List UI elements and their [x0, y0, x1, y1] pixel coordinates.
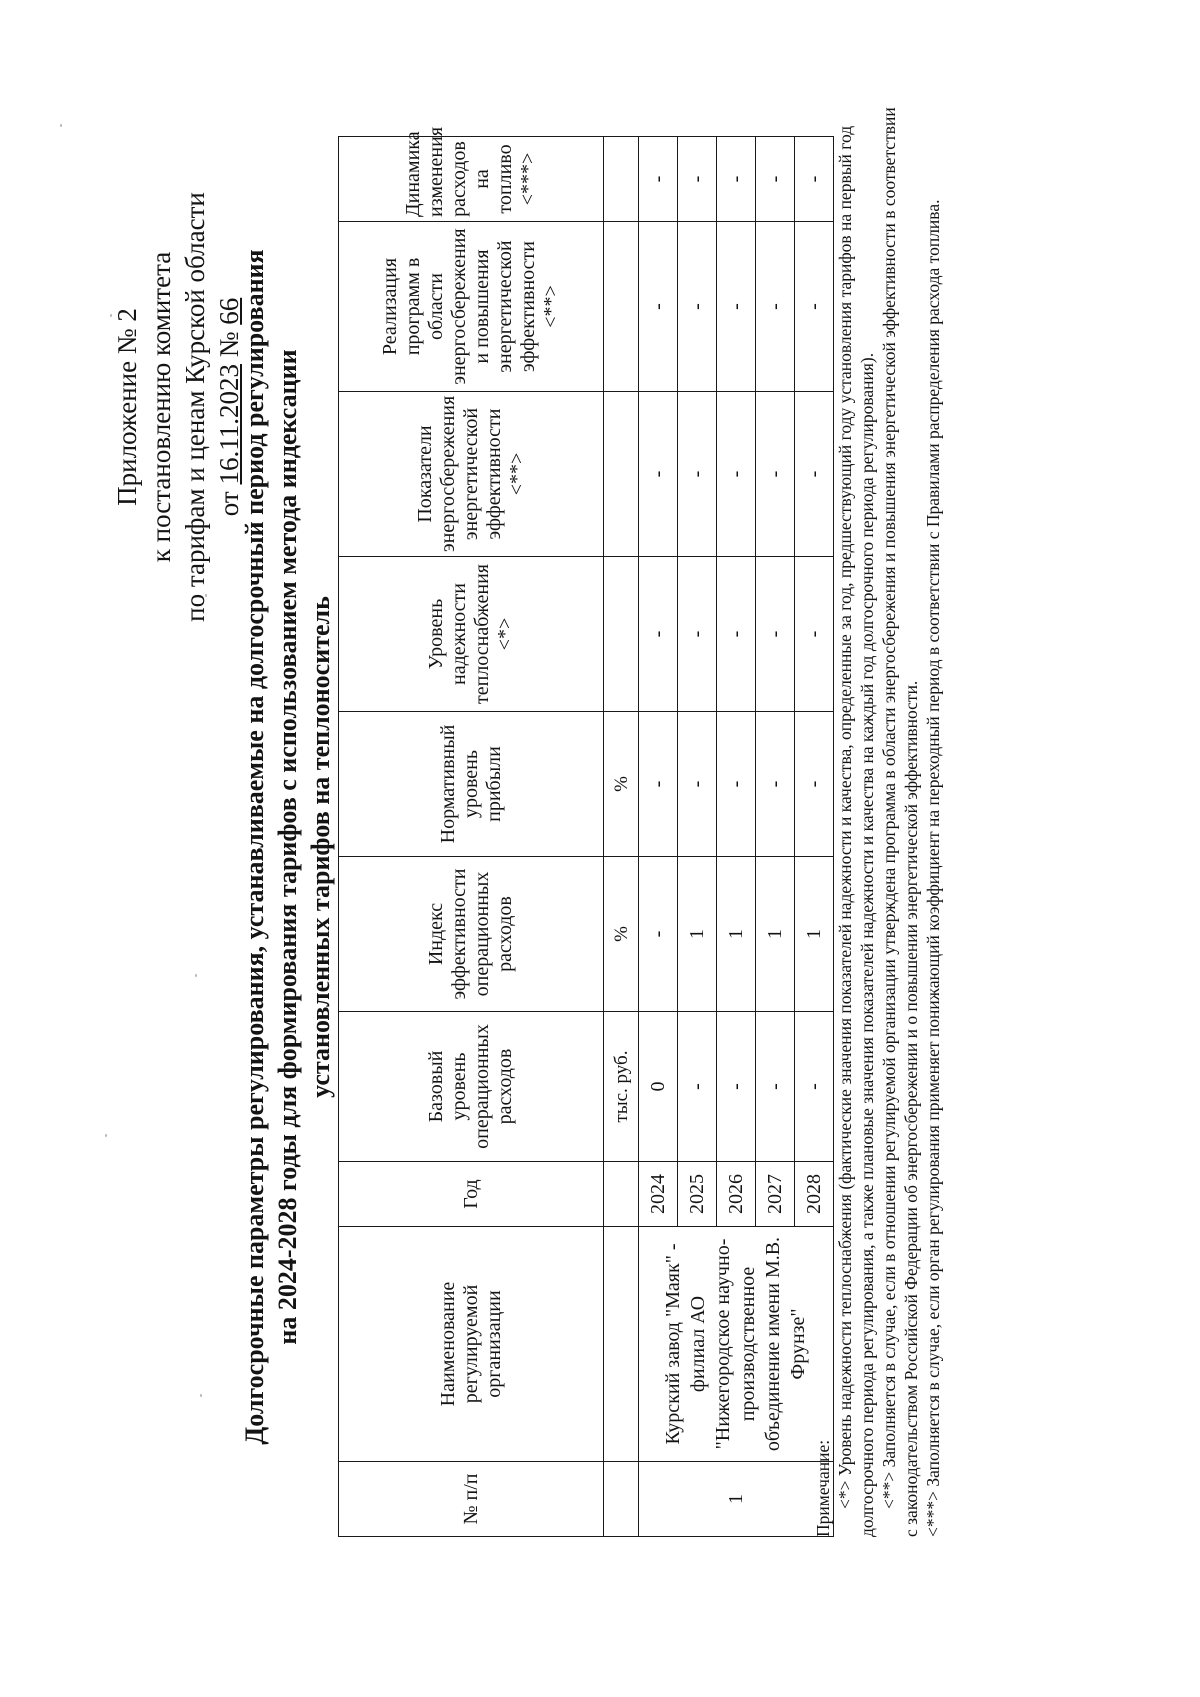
base-opex-cell: -: [678, 1012, 717, 1162]
scan-speck: [60, 124, 62, 127]
decree-number: 66: [214, 297, 244, 325]
energy-programs-cell: -: [678, 222, 717, 392]
reliability-cell: -: [795, 557, 834, 712]
appendix-decree-line: к постановлению комитета: [146, 251, 176, 563]
base-opex-cell: -: [717, 1012, 756, 1162]
profit-level-cell: -: [756, 712, 795, 857]
col-header-year: Год: [339, 1162, 604, 1227]
energy-indicators-cell: -: [639, 392, 678, 557]
col-header-profit-level: Нормативный уровень прибыли: [339, 712, 604, 857]
date-prefix: от: [214, 484, 244, 517]
units-cell-profit: %: [604, 712, 639, 857]
efficiency-index-cell: 1: [678, 857, 717, 1012]
efficiency-index-cell: 1: [795, 857, 834, 1012]
energy-programs-cell: -: [717, 222, 756, 392]
col-header-reliability: Уровень надежности теплоснабжения <*>: [339, 557, 604, 712]
energy-indicators-cell: -: [756, 392, 795, 557]
note-energy-saving: <**> Заполняется в случае, если в отношении регулируемой организации утверждена программа в области энергосбережения и повышения энергетической эффективности в соответствии с законодательством Российской Федерации об энергосбережении и о повышении энергетической эффективности.: [879, 107, 921, 1537]
profit-level-cell: -: [639, 712, 678, 857]
units-cell-empty: [604, 1462, 639, 1537]
units-cell-empty: [604, 392, 639, 557]
energy-programs-cell: -: [756, 222, 795, 392]
col-header-organization: Наименование регулируемой организации: [339, 1227, 604, 1462]
reliability-cell: -: [756, 557, 795, 712]
fuel-dynamics-cell: -: [795, 137, 834, 222]
title-line-1: Долгосрочные параметры регулирования, устанавливаемые на долгосрочный период регулирования: [240, 249, 269, 1445]
profit-level-cell: -: [717, 712, 756, 857]
table-header-row: [339, 137, 604, 1537]
units-cell-empty: [604, 557, 639, 712]
fuel-dynamics-cell: -: [639, 137, 678, 222]
row-number-cell: 1: [639, 1462, 834, 1537]
year-cell: 2026: [717, 1162, 756, 1227]
col-header-efficiency-index: Индекс эффективности операционных расходов: [339, 857, 604, 1012]
scan-speck: [195, 974, 197, 977]
efficiency-index-cell: -: [639, 857, 678, 1012]
col-header-energy-indicators: Показатели энергосбережения энергетической эффективности <**>: [339, 392, 604, 557]
reliability-cell: -: [639, 557, 678, 712]
fuel-dynamics-cell: -: [756, 137, 795, 222]
units-cell-base: тыс. руб.: [604, 1012, 639, 1162]
decree-date: 16.11.2023: [214, 364, 244, 485]
col-header-base-opex: Базовый уровень операционных расходов: [339, 1012, 604, 1162]
base-opex-cell: -: [756, 1012, 795, 1162]
profit-level-cell: -: [795, 712, 834, 857]
year-cell: 2027: [756, 1162, 795, 1227]
base-opex-cell: -: [795, 1012, 834, 1162]
energy-indicators-cell: -: [717, 392, 756, 557]
profit-level-cell: -: [678, 712, 717, 857]
efficiency-index-cell: 1: [717, 857, 756, 1012]
appendix-committee-line: по тарифам и ценам Курской области: [180, 192, 210, 622]
energy-programs-cell: -: [639, 222, 678, 392]
scan-speck: [200, 1394, 202, 1397]
units-cell-empty: [604, 137, 639, 222]
reliability-cell: -: [678, 557, 717, 712]
regulation-parameters-table: [338, 126, 834, 1537]
reliability-cell: -: [717, 557, 756, 712]
col-header-fuel-dynamics: Динамика изменения расходов на топливо <***>: [339, 137, 604, 222]
fuel-dynamics-cell: -: [678, 137, 717, 222]
units-cell-index: %: [604, 857, 639, 1012]
number-prefix: №: [214, 324, 244, 365]
units-cell-empty: [604, 1162, 639, 1227]
table-units-row: [604, 137, 639, 1537]
year-cell: 2025: [678, 1162, 717, 1227]
note-fuel: <***> Заполняется в случае, если орган регулирования применяет понижающий коэффициент на переходный период в соответствии с Правилами распределения расхода топлива.: [923, 199, 943, 1537]
table-row: [639, 137, 678, 1537]
year-cell: 2024: [639, 1162, 678, 1227]
title-line-2: на 2024-2028 годы для формирования тарифов с использованием метода индексации: [273, 349, 302, 1345]
fuel-dynamics-cell: -: [717, 137, 756, 222]
energy-programs-cell: -: [795, 222, 834, 392]
organization-name-cell: Курский завод "Маяк" - филиал АО "Нижегородское научно-производственное объединение имени М.В. Фрунзе": [639, 1227, 834, 1462]
energy-indicators-cell: -: [678, 392, 717, 557]
base-opex-cell: 0: [639, 1012, 678, 1162]
units-cell-empty: [604, 1227, 639, 1462]
efficiency-index-cell: 1: [756, 857, 795, 1012]
appendix-header: [110, 137, 246, 677]
units-cell-empty: [604, 222, 639, 392]
notes-section: [812, 97, 944, 1537]
energy-indicators-cell: -: [795, 392, 834, 557]
note-reliability: <*> Уровень надежности теплоснабжения (фактические значения показателей надежности и качества, определенные за год, предшествующий году установления тарифов на первый год долгосрочного периода регулирования, а также плановые значения показателей надежности и качества на каждый год долгосрочного периода регулирования).: [835, 125, 877, 1537]
notes-heading: Примечание:: [813, 1439, 833, 1537]
col-header-energy-programs: Реализация программ в области энергосбережения и повышения энергетической эффективности <**>: [339, 222, 604, 392]
year-cell: 2028: [795, 1162, 834, 1227]
document-title: [238, 157, 337, 1537]
col-header-num: № п/п: [339, 1462, 604, 1537]
appendix-number: Приложение № 2: [112, 308, 142, 506]
title-line-3: установленных тарифов на теплоноситель: [306, 596, 335, 1098]
scan-speck: [105, 1134, 107, 1137]
